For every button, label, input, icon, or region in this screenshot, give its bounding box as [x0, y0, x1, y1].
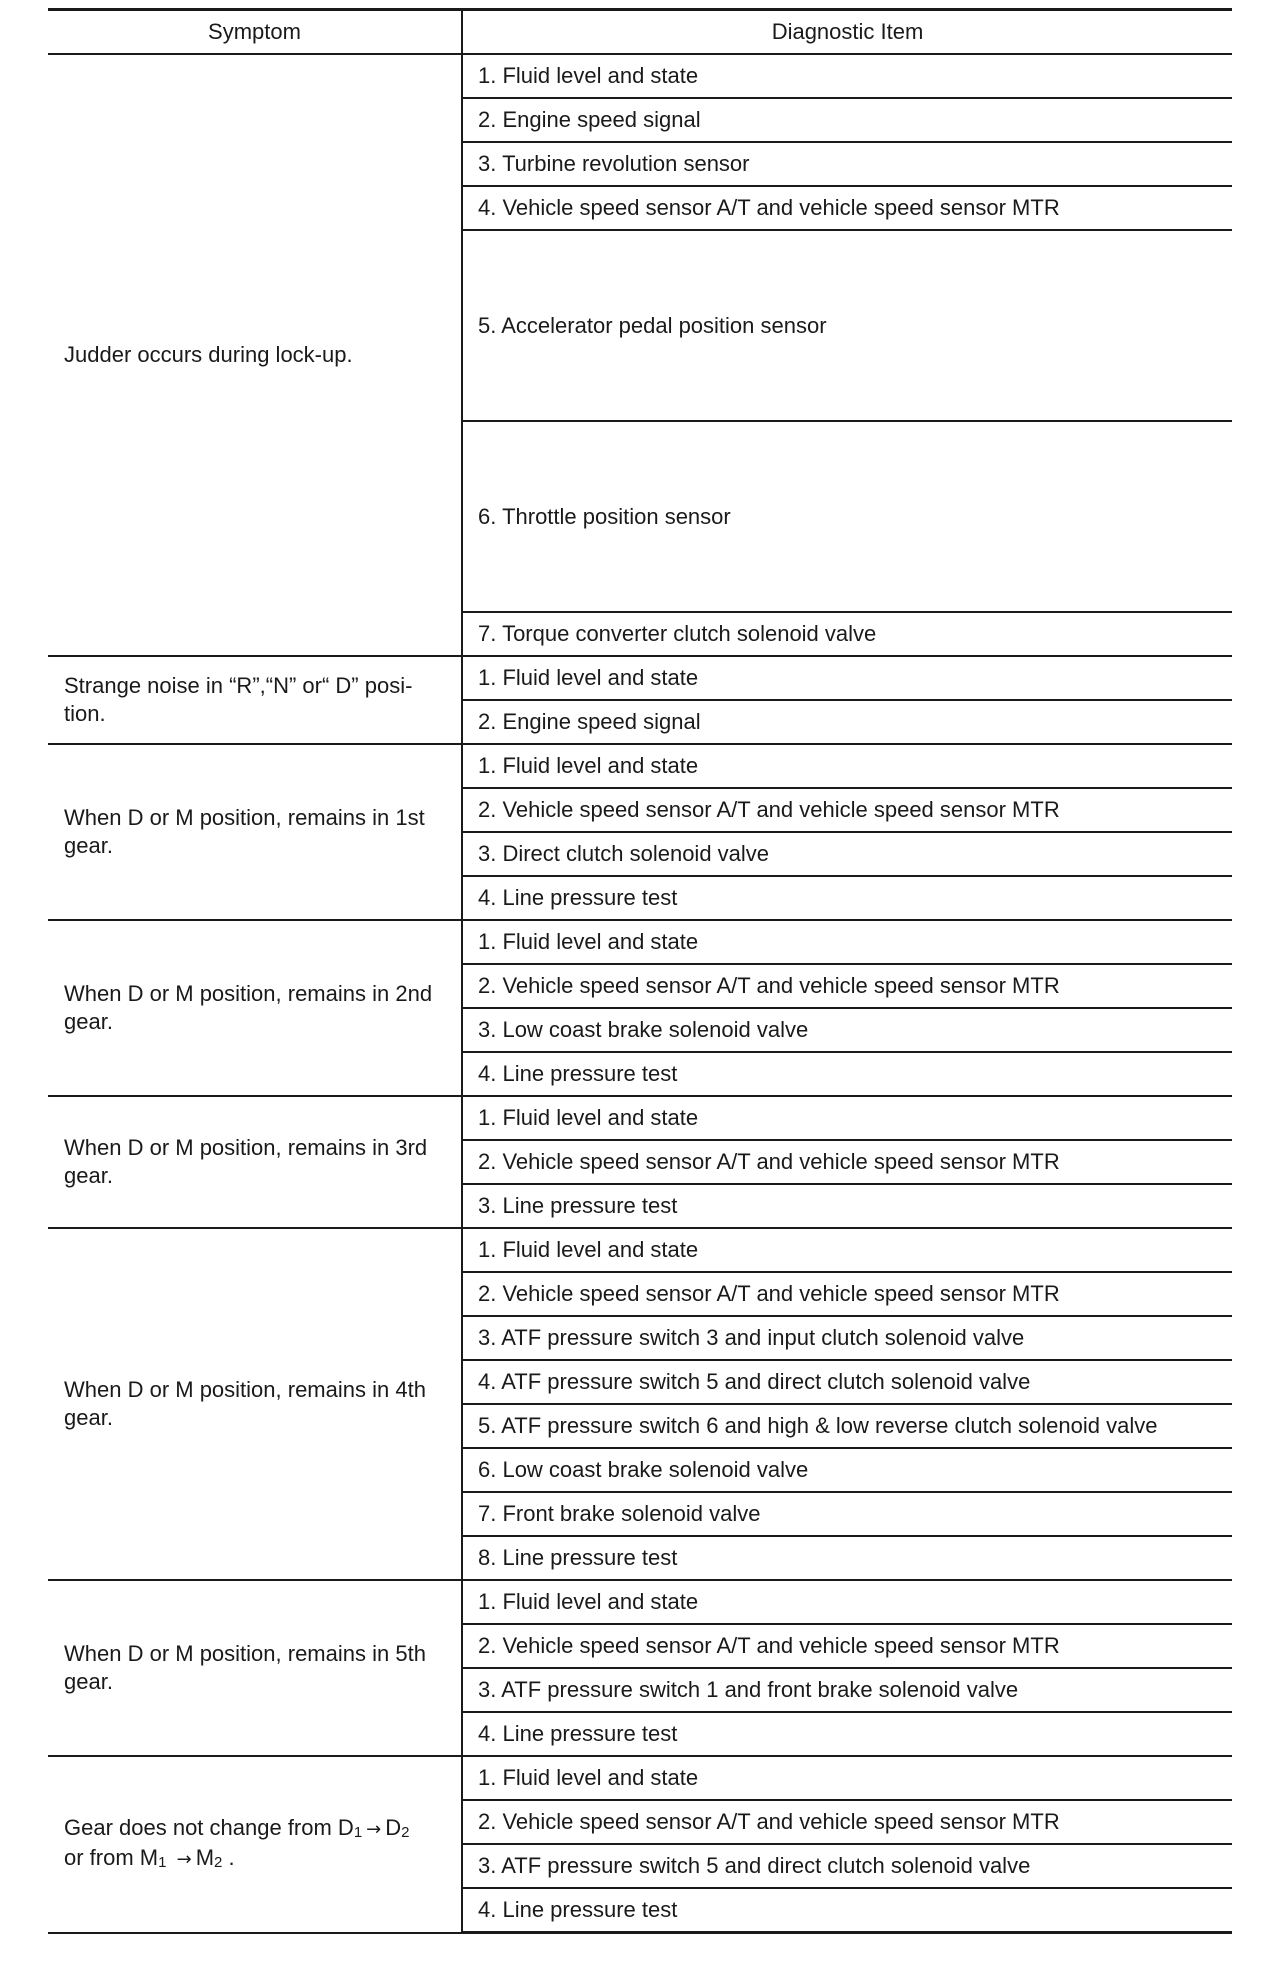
- table-row: [48, 1580, 1232, 1624]
- table-row: [48, 1228, 1232, 1272]
- right-arrow-icon: →: [366, 1819, 382, 1841]
- symptom-cell: [48, 1756, 462, 1933]
- diagnostic-item: 2. Vehicle speed sensor A/T and vehicle speed sensor MTR: [462, 1624, 1232, 1668]
- diagnostic-item: 5. Accelerator pedal position sensor: [462, 230, 1232, 421]
- diagnostic-item: 3. Turbine revolution sensor: [462, 142, 1232, 186]
- diagnostic-item-column-header: Diagnostic Item: [462, 10, 1232, 55]
- diagnostic-item: 4. Line pressure test: [462, 1712, 1232, 1756]
- symptom-cell: Strange noise in “R”,“N” or“ D” posi-tion.: [48, 656, 462, 744]
- table-header-row: [48, 10, 1232, 55]
- diagnostic-item: 1. Fluid level and state: [462, 656, 1232, 700]
- diagnostic-item: 2. Engine speed signal: [462, 98, 1232, 142]
- diagnostic-item: 2. Engine speed signal: [462, 700, 1232, 744]
- symptom-text: D: [385, 1815, 402, 1841]
- diagnostic-item: 1. Fluid level and state: [462, 1756, 1232, 1800]
- subscript: 2: [401, 1824, 410, 1842]
- symptom-text: M: [195, 1845, 215, 1871]
- diagnostic-item: 7. Torque converter clutch solenoid valve: [462, 612, 1232, 656]
- diagnostic-item: 6. Low coast brake solenoid valve: [462, 1448, 1232, 1492]
- symptom-cell: When D or M position, remains in 1st gear.: [48, 744, 462, 920]
- diagnostic-item: 8. Line pressure test: [462, 1536, 1232, 1580]
- diagnostic-table: [48, 8, 1232, 1934]
- subscript: 1: [158, 1854, 167, 1872]
- diagnostic-item: 4. ATF pressure switch 5 and direct clutch solenoid valve: [462, 1360, 1232, 1404]
- diagnostic-item: 4. Vehicle speed sensor A/T and vehicle speed sensor MTR: [462, 186, 1232, 230]
- symptom-text: or from M: [64, 1845, 159, 1871]
- table-row: [48, 1756, 1232, 1800]
- symptom-column-header: Symptom: [48, 10, 462, 55]
- diagnostic-item: 6. Throttle position sensor: [462, 421, 1232, 612]
- diagnostic-item: 2. Vehicle speed sensor A/T and vehicle speed sensor MTR: [462, 1140, 1232, 1184]
- table-row: [48, 54, 1232, 98]
- symptom-text: Gear does not change from D: [64, 1815, 354, 1841]
- diagnostic-item: 1. Fluid level and state: [462, 1096, 1232, 1140]
- diagnostic-item: 1. Fluid level and state: [462, 920, 1232, 964]
- symptom-text: .: [228, 1845, 235, 1871]
- table-row: [48, 920, 1232, 964]
- diagnostic-item: 1. Fluid level and state: [462, 1580, 1232, 1624]
- right-arrow-icon: →: [176, 1849, 192, 1871]
- diagnostic-item: 3. ATF pressure switch 5 and direct clutch solenoid valve: [462, 1844, 1232, 1888]
- table-row: [48, 744, 1232, 788]
- diagnostic-item: 2. Vehicle speed sensor A/T and vehicle speed sensor MTR: [462, 964, 1232, 1008]
- symptom-cell: When D or M position, remains in 3rd gear.: [48, 1096, 462, 1228]
- symptom-cell: Judder occurs during lock-up.: [48, 54, 462, 656]
- diagnostic-item: 1. Fluid level and state: [462, 54, 1232, 98]
- table-row: [48, 1096, 1232, 1140]
- table-row: [48, 656, 1232, 700]
- diagnostic-item: 3. Direct clutch solenoid valve: [462, 832, 1232, 876]
- diagnostic-item: 4. Line pressure test: [462, 876, 1232, 920]
- diagnostic-item: 7. Front brake solenoid valve: [462, 1492, 1232, 1536]
- diagnostic-item: 2. Vehicle speed sensor A/T and vehicle speed sensor MTR: [462, 788, 1232, 832]
- diagnostic-item: 4. Line pressure test: [462, 1888, 1232, 1933]
- symptom-cell: When D or M position, remains in 4th gear.: [48, 1228, 462, 1580]
- diagnostic-item: 3. ATF pressure switch 3 and input clutch solenoid valve: [462, 1316, 1232, 1360]
- diagnostic-item: 4. Line pressure test: [462, 1052, 1232, 1096]
- diagnostic-item: 5. ATF pressure switch 6 and high & low reverse clutch solenoid valve: [462, 1404, 1232, 1448]
- diagnostic-item: 1. Fluid level and state: [462, 744, 1232, 788]
- symptom-cell: When D or M position, remains in 5th gear.: [48, 1580, 462, 1756]
- diagnostic-item: 3. ATF pressure switch 1 and front brake solenoid valve: [462, 1668, 1232, 1712]
- symptom-cell: When D or M position, remains in 2nd gear.: [48, 920, 462, 1096]
- diagnostic-item: 3. Low coast brake solenoid valve: [462, 1008, 1232, 1052]
- diagnostic-item: 2. Vehicle speed sensor A/T and vehicle speed sensor MTR: [462, 1800, 1232, 1844]
- subscript: 2: [214, 1854, 223, 1872]
- diagnostic-item: 3. Line pressure test: [462, 1184, 1232, 1228]
- diagnostic-item: 1. Fluid level and state: [462, 1228, 1232, 1272]
- diagnostic-item: 2. Vehicle speed sensor A/T and vehicle speed sensor MTR: [462, 1272, 1232, 1316]
- subscript: 1: [353, 1824, 363, 1842]
